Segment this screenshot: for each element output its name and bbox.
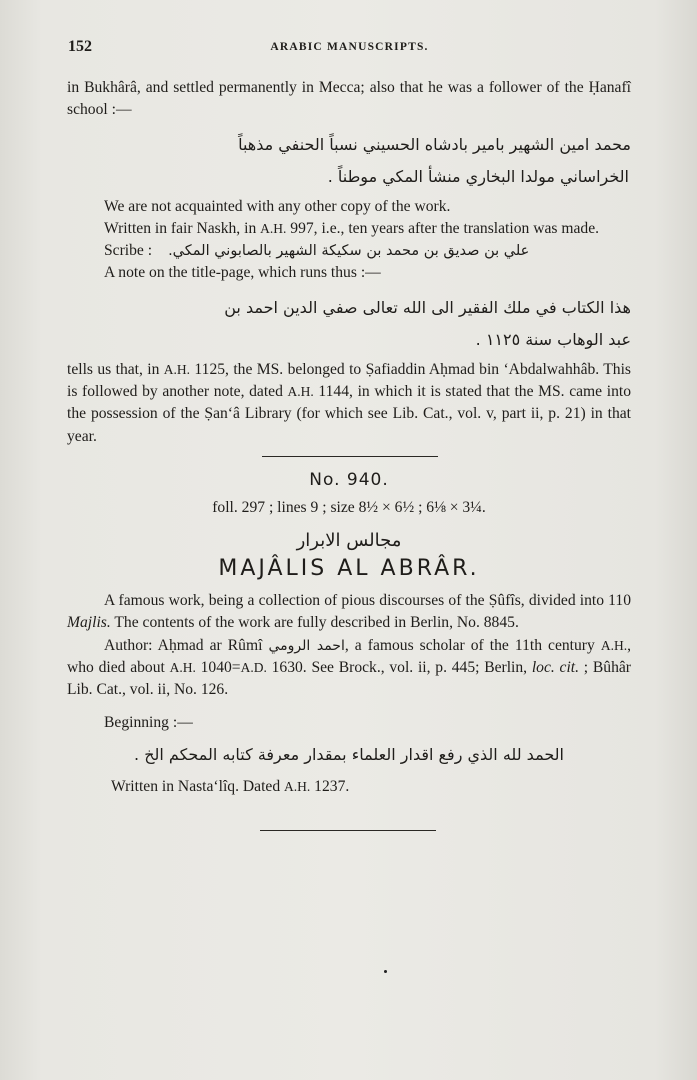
entry-number: No. 940. [309, 469, 389, 490]
paragraph: Written in Nasta‘lîq. Dated A.H. 1237. [111, 777, 350, 795]
entry-arabic-title: مجالس الابرار [296, 529, 402, 551]
paragraph: tells us that, in A.H. 1125, the MS. belonged to Ṣafiaddin Aḥmad bin ‘Abdalwahhâb. This is followed by another note, dated A.H. 1144, in which it is stated that the MS. came into the possession of the Ṣan‘â Library (for which see Lib. Cat., vol. v, part ii, p. 21) in that year. [67, 360, 632, 445]
running-title: ARABIC MANUSCRIPTS. [270, 41, 429, 53]
beginning-arabic: الحمد لله الذي رفع اقدار العلماء بمقدار معرفة كتابه المحكم الخ . [134, 744, 564, 764]
paragraph: Written in fair Naskh, in A.H. 997, i.e., ten years after the translation was made. [104, 219, 600, 237]
scribe-line [67, 240, 631, 262]
arabic-note-line: هذا الكتاب في ملك الفقير الى الله تعالى صفي الدين احمد بن [224, 297, 631, 317]
end-rule [260, 830, 436, 831]
arabic-note-line: عبد الوهاب سنة ١١٢٥ . [475, 329, 631, 349]
page-header [68, 38, 631, 62]
section-rule [262, 456, 438, 457]
entry-title: MAJÂLIS AL ABRÂR. [218, 555, 480, 581]
paragraph: in Bukhârâ, and settled permanently in Mecca; also that he was a follower of the Ḥanafî school :— [67, 79, 631, 119]
arabic-quote-line: الخراساني مولدا البخاري منشأ المكي موطناً . [327, 166, 629, 186]
page-number: 152 [68, 38, 92, 55]
arabic-quote-line: محمد امين الشهير بامير بادشاه الحسيني نسباً الحنفي مذهباً [238, 134, 631, 154]
entry-collation: foll. 297 ; lines 9 ; size 8½ × 6½ ; 6⅛ × 3¼. [212, 499, 486, 517]
rule-dot [384, 970, 387, 973]
scribe-arabic: علي بن صديق بن محمد بن سكيكة الشهير بالصابوني المكي. [168, 243, 530, 260]
paragraph: A famous work, being a collection of pious discourses of the Ṣûfîs, divided into 110 Majlis. The contents of the work are fully described in Berlin, No. 8845. [67, 592, 631, 632]
scribe-label: Scribe : [104, 242, 153, 260]
paragraph: A note on the title-page, which runs thus :— [104, 264, 381, 282]
page-body [67, 77, 631, 831]
beginning-label: Beginning :— [104, 713, 193, 731]
paragraph: Author: Aḥmad ar Rûmî احمد الرومي, a famous scholar of the 11th century A.H., who died about A.H. 1040=A.D. 1630. See Brock., vol. ii, p. 445; Berlin, loc. cit. ; Bûhâr Lib. Cat., vol. ii, No. 126. [67, 636, 631, 699]
paragraph: We are not acquainted with any other copy of the work. [104, 197, 451, 215]
